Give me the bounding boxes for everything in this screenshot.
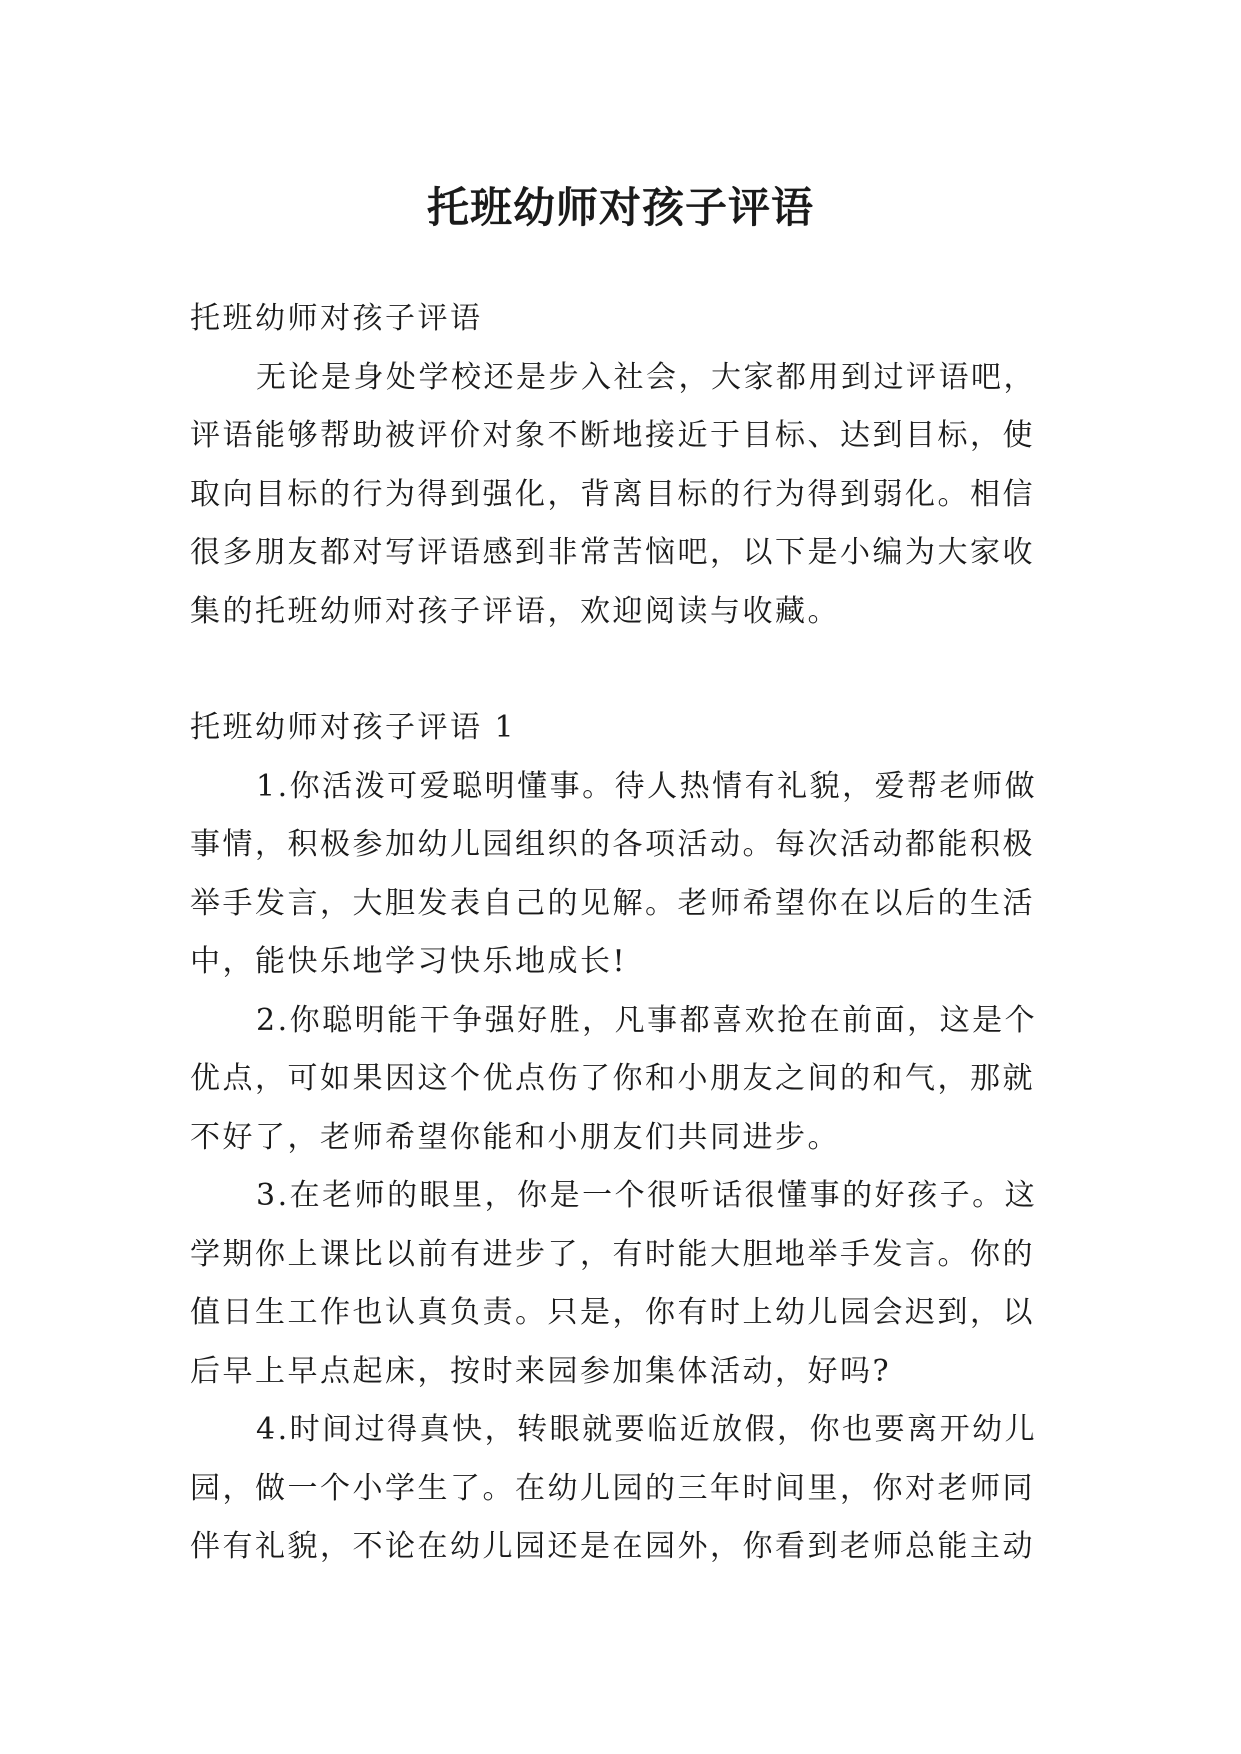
comment-item-2: 2.你聪明能干争强好胜，凡事都喜欢抢在前面，这是个优点，可如果因这个优点伤了你和小朋友之间的和气，那就不好了，老师希望你能和小朋友们共同进步。 <box>190 1002 1038 1155</box>
page-title: 托班幼师对孩子评语 <box>426 183 814 233</box>
intro-paragraph: 无论是身处学校还是步入社会，大家都用到过评语吧，评语能够帮助被评价对象不断地接近于目标、达到目标，使取向目标的行为得到强化，背离目标的行为得到弱化。相信很多朋友都对写评语感到非常苦恼吧，以下是小编为大家收集的托班幼师对孩子评语，欢迎阅读与收藏。 <box>190 359 1036 629</box>
subtitle: 托班幼师对孩子评语 <box>190 301 483 336</box>
comment-item-4: 4.时间过得真快，转眼就要临近放假，你也要离开幼儿园，做一个小学生了。在幼儿园的三年时间里，你对老师同伴有礼貌，不论在幼儿园还是在园外，你看到老师总能主动 <box>190 1412 1038 1564</box>
comment-item-3: 3.在老师的眼里，你是一个很听话很懂事的好孩子。这学期你上课比以前有进步了，有时能大胆地举手发言。你的值日生工作也认真负责。只是，你有时上幼儿园会迟到，以后早上早点起床，按时来园参加集体活动，好吗? <box>190 1178 1038 1389</box>
section-spacer <box>190 641 1060 699</box>
document-body <box>190 290 1060 1577</box>
comment-item-1: 1.你活泼可爱聪明懂事。待人热情有礼貌，爱帮老师做事情，积极参加幼儿园组织的各项活动。每次活动都能积极举手发言，大胆发表自己的见解。老师希望你在以后的生活中，能快乐地学习快乐地成长! <box>190 768 1038 979</box>
section-heading: 托班幼师对孩子评语 1 <box>190 710 517 745</box>
